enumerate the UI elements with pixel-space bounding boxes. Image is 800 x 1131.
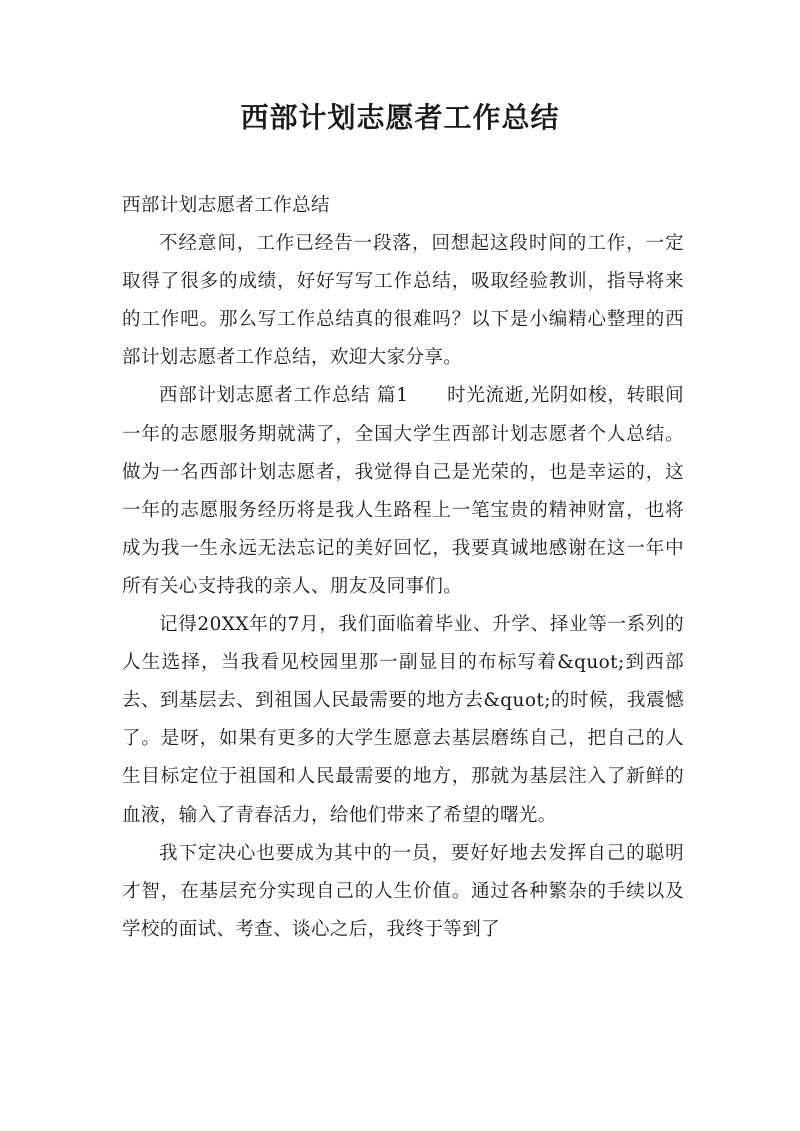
paragraph-heading: 西部计划志愿者工作总结: [122, 195, 330, 216]
document-title: 西部计划志愿者工作总结: [240, 101, 560, 134]
paragraph-intro: 不经意间，工作已经告一段落，回想起这段时间的工作，一定取得了很多的成绩，好好写写工作总结，吸取经验教训，指导将来的工作吧。那么写工作总结真的很难吗？以下是小编精心整理的西部计划志愿者工作总结，欢迎大家分享。: [122, 233, 684, 369]
paragraph-section-1: 西部计划志愿者工作总结 篇1 时光流逝,光阴如梭，转眼间一年的志愿服务期就满了，全国大学生西部计划志愿者个人总结。做为一名西部计划志愿者，我觉得自己是光荣的，也是幸运的，这一年的志愿服务经历将是我人生路程上一笔宝贵的精神财富，也将成为我一生永远无法忘记的美好回忆，我要真诚地感谢在这一年中所有关心支持我的亲人、朋友及同事们。: [122, 385, 684, 597]
document-body: [122, 187, 684, 949]
paragraph-decision: 我下定决心也要成为其中的一员，要好好地去发挥自己的聪明才智，在基层充分实现自己的人生价值。通过各种繁杂的手续以及学校的面试、考查、谈心之后，我终于等到了: [122, 842, 684, 940]
paragraph-memory: 记得20XX年的7月，我们面临着毕业、升学、择业等一系列的人生选择，当我看见校园里那一副显目的布标写着&quot;到西部去、到基层去、到祖国人民最需要的地方去&quot;的时候，我震憾了。是呀，如果有更多的大学生愿意去基层磨练自己，把自己的人生目标定位于祖国和人民最需要的地方，那就为基层注入了新鲜的血液，输入了青春活力，给他们带来了希望的曙光。: [122, 614, 684, 826]
